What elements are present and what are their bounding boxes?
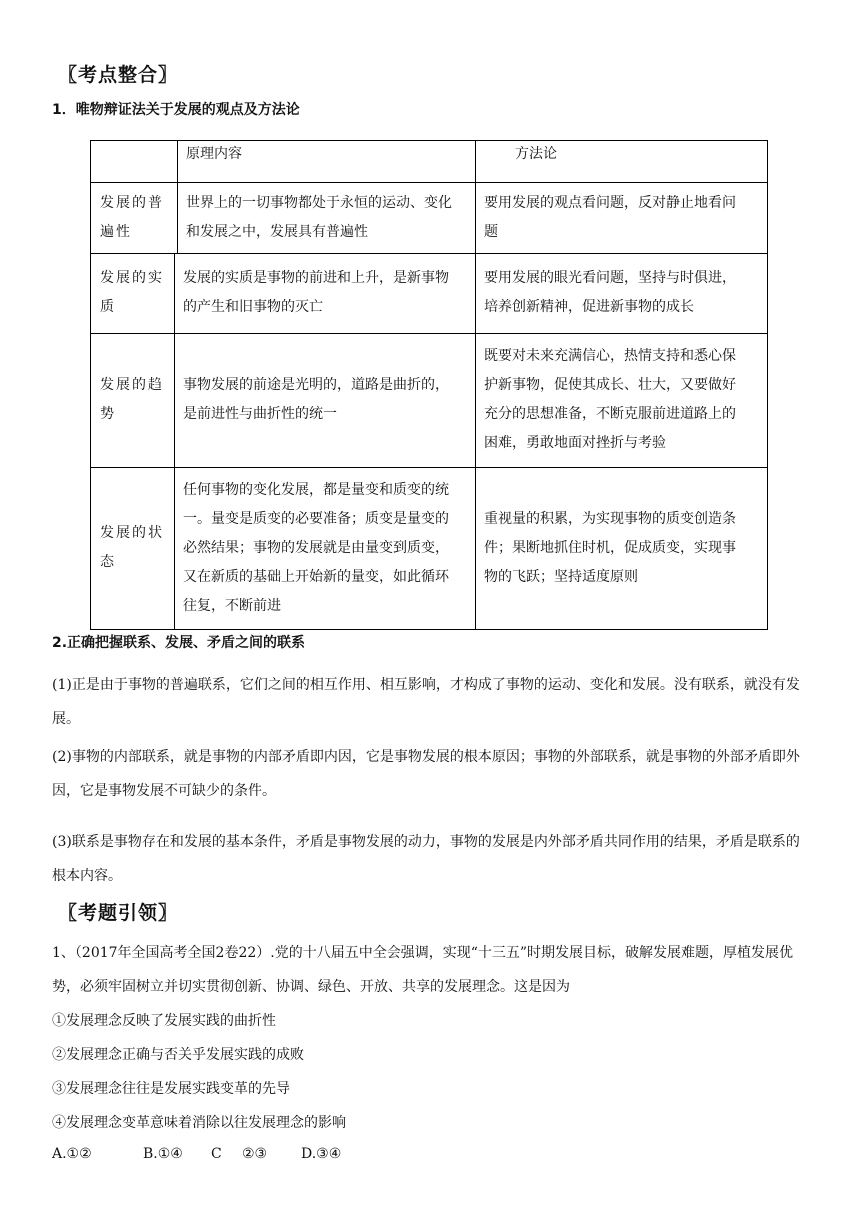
paragraph-2: (2)事物的内部联系，就是事物的内部矛盾即内因，它是事物发展的根本原因；事物的外部联系，就是事物的外部矛盾即外因，它是事物发展不可缺少的条件。 xyxy=(52,749,800,799)
cell-line: 护新事物，促使其成长、壮大，又要做好 xyxy=(484,377,736,393)
question-item-1: ①发展理念反映了发展实践的曲折性 xyxy=(52,1013,276,1029)
cell-line: 和发展之中，发展具有普遍性 xyxy=(186,223,368,240)
cell-method-universality xyxy=(484,182,766,253)
cell-line: 世界上的一切事物都处于永恒的运动、变化 xyxy=(186,194,452,211)
cell-line: 培养创新精神，促进新事物的成长 xyxy=(484,299,694,315)
cell-line: 是前进性与曲折性的统一 xyxy=(183,406,337,422)
label-line: 势 xyxy=(100,406,116,422)
cell-line: 要用发展的观点看问题，反对静止地看问 xyxy=(484,194,736,211)
table-border xyxy=(767,140,768,630)
cell-line: 要用发展的眼光看问题，坚持与时俱进， xyxy=(484,270,736,286)
table-border xyxy=(90,629,768,630)
header-text: 方法论 xyxy=(515,146,557,162)
cell-line: 一。量变是质变的必要准备；质变是量变的 xyxy=(183,510,449,527)
choice-c: C xyxy=(211,1146,222,1162)
label-line: 质 xyxy=(100,299,116,315)
row-label-essence xyxy=(100,253,175,333)
label-line: 发展的状 xyxy=(100,525,164,541)
question-stem: 1、（2017年全国高考全国2卷22）.党的十八届五中全会强调，实现“十三五”时期发展目标，破解发展难题，厚植发展优势，必须牢固树立并切实贯彻创新、协调、绿色、开放、共享的发展理念。这是因为 xyxy=(52,945,794,995)
row-label-state xyxy=(100,467,175,629)
cell-principle-state xyxy=(183,467,475,629)
table-border xyxy=(90,140,91,630)
cell-line: 既要对未来充满信心，热情支持和悉心保 xyxy=(484,348,736,364)
cell-principle-trend xyxy=(183,333,475,467)
label-line: 发展的实 xyxy=(100,270,164,286)
label-line: 遍性 xyxy=(100,223,132,240)
choice-a: A.①② xyxy=(52,1146,92,1162)
paragraph-1: (1)正是由于事物的普遍联系，它们之间的相互作用、相互影响，才构成了事物的运动、变化和发展。没有联系，就没有发展。 xyxy=(52,677,800,727)
cell-line: 物的飞跃；坚持适度原则 xyxy=(484,568,638,585)
table-header-method xyxy=(515,140,755,182)
cell-line: 任何事物的变化发展，都是量变和质变的统 xyxy=(183,481,449,498)
cell-line: 事物发展的前途是光明的，道路是曲折的， xyxy=(183,377,449,393)
table-border xyxy=(177,140,178,253)
cell-principle-universality xyxy=(186,182,476,253)
cell-line: 重视量的积累，为实现事物的质变创造条 xyxy=(484,510,736,527)
cell-line: 充分的思想准备，不断克服前进道路上的 xyxy=(484,406,736,422)
choice-c-content: ②③ xyxy=(242,1146,268,1162)
choice-b: B.①④ xyxy=(143,1146,183,1162)
question-item-3: ③发展理念往往是发展实践变革的先导 xyxy=(52,1081,290,1097)
subsection-title-relations: 2.正确把握联系、发展、矛盾之间的联系 xyxy=(52,635,306,651)
cell-line: 又在新质的基础上开始新的量变，如此循环 xyxy=(183,568,449,585)
cell-principle-essence xyxy=(183,253,475,333)
cell-line: 发展的实质是事物的前进和上升，是新事物 xyxy=(183,270,449,286)
question-item-4: ④发展理念变革意味着消除以往发展理念的影响 xyxy=(52,1115,346,1131)
header-text: 原理内容 xyxy=(186,146,242,162)
row-label-trend xyxy=(100,333,175,467)
cell-method-essence xyxy=(484,253,766,333)
label-line: 发展的普 xyxy=(100,194,164,211)
label-line: 发展的趋 xyxy=(100,377,164,393)
section-title-exam-questions: 〖考题引领〗 xyxy=(58,902,179,924)
choice-d: D.③④ xyxy=(301,1146,342,1162)
row-label-universality xyxy=(100,182,175,253)
cell-line: 必然结果；事物的发展就是由量变到质变， xyxy=(183,539,449,556)
cell-line: 往复，不断前进 xyxy=(183,597,281,614)
question-item-2: ②发展理念正确与否关乎发展实践的成败 xyxy=(52,1047,304,1063)
cell-line: 件；果断地抓住时机，促成质变，实现事 xyxy=(484,539,736,556)
cell-line: 题 xyxy=(484,223,498,240)
subsection-title-development: 1．唯物辩证法关于发展的观点及方法论 xyxy=(52,102,300,118)
paragraph-3: (3)联系是事物存在和发展的基本条件，矛盾是事物发展的动力，事物的发展是内外部矛盾共同作用的结果，矛盾是联系的根本内容。 xyxy=(52,834,800,884)
label-line: 态 xyxy=(100,554,116,570)
cell-line: 的产生和旧事物的灭亡 xyxy=(183,299,323,315)
section-title-key-points: 〖考点整合〗 xyxy=(58,64,179,86)
cell-method-state xyxy=(484,467,766,629)
development-table xyxy=(90,140,768,630)
cell-line: 困难，勇敢地面对挫折与考验 xyxy=(484,435,666,451)
cell-method-trend xyxy=(484,333,766,467)
table-header-principle xyxy=(186,140,466,182)
